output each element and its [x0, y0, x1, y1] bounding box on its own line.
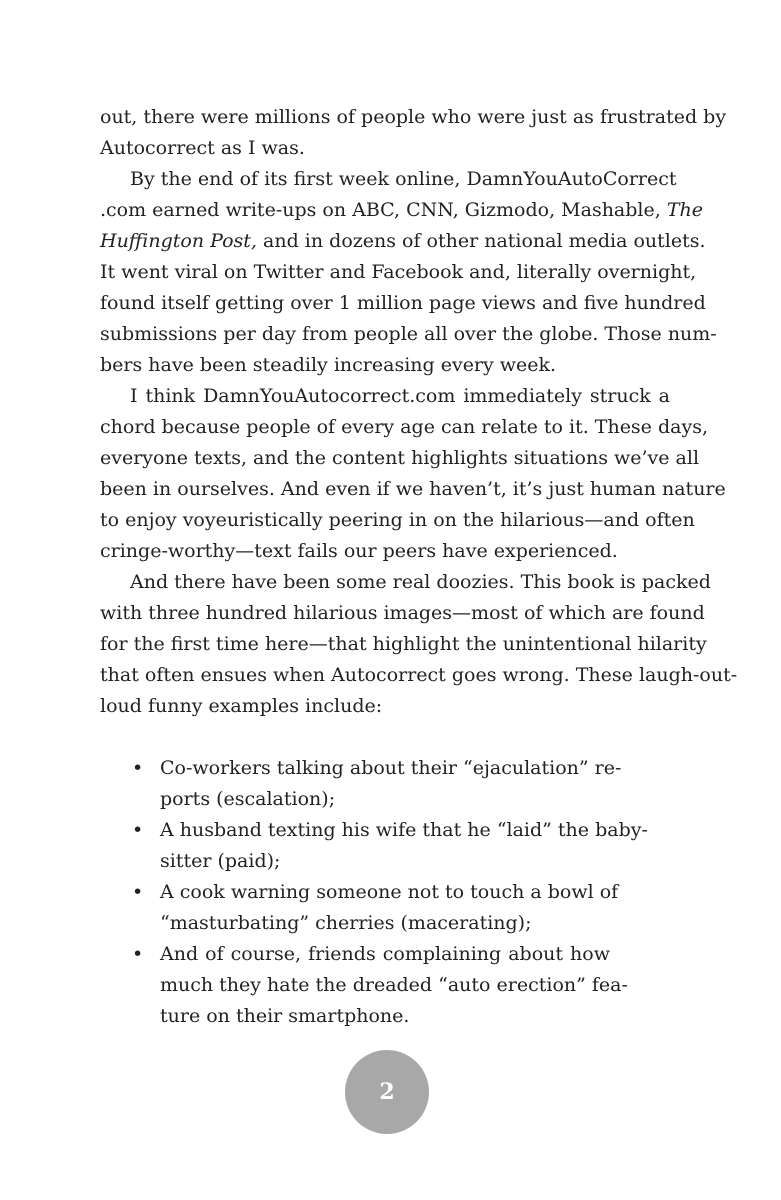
paragraph-line [100, 226, 706, 257]
paragraph-line: with three hundred hilarious images—most of which are found [100, 602, 705, 624]
paragraph-line: chord because people of every age can relate to it. These days, [100, 416, 708, 438]
list-item [100, 753, 670, 815]
italic-title: Huffington Post, [100, 230, 257, 252]
paragraph-line: loud funny examples include: [100, 695, 383, 717]
list-item-line [100, 939, 670, 970]
paragraph-line: And there have been some real doozies. This book is packed [130, 571, 711, 593]
list-item-line: “masturbating” cherries (macerating); [160, 912, 532, 934]
paragraph-line: Autocorrect as I was. [100, 137, 305, 159]
page-number-badge [345, 1050, 429, 1134]
examples-list [100, 753, 670, 1032]
paragraph-2 [100, 164, 717, 381]
paragraph-line: found itself getting over 1 million page views and five hundred [100, 292, 706, 314]
book-page [100, 102, 738, 1032]
paragraph-line: out, there were millions of people who were just as frustrated by [100, 106, 727, 128]
list-item-text: A husband texting his wife that he “laid” the baby- [160, 819, 648, 841]
list-item [100, 877, 670, 939]
paragraph-line: It went viral on Twitter and Facebook and, literally overnight, [100, 261, 697, 283]
page-number: 2 [379, 1079, 395, 1105]
list-item-line [100, 753, 670, 784]
bullet-icon: • [132, 819, 144, 841]
paragraph-line: submissions per day from people all over the globe. Those num- [100, 323, 717, 345]
list-item [100, 815, 670, 877]
list-item-text: Co-workers talking about their “ejaculation” re- [160, 757, 622, 779]
paragraph-1 [100, 102, 727, 164]
bullet-icon: • [132, 881, 144, 903]
paragraph-line: everyone texts, and the content highlights situations we’ve all [100, 447, 700, 469]
list-item-line: ports (escalation); [160, 788, 336, 810]
paragraph-line: By the end of its first week online, DamnYouAutoCorrect [130, 168, 677, 190]
paragraph-line: for the first time here—that highlight the unintentional hilarity [100, 633, 707, 655]
paragraph-3 [100, 381, 726, 567]
bullet-icon: • [132, 943, 144, 965]
list-item-text: And of course, friends complaining about how [160, 943, 610, 965]
paragraph-line: been in ourselves. And even if we haven’t, it’s just human nature [100, 478, 726, 500]
paragraph-line: bers have been steadily increasing every week. [100, 354, 557, 376]
paragraph-text: .com earned write-ups on ABC, CNN, Gizmodo, Mashable, [100, 199, 661, 221]
paragraph-line: I think DamnYouAutocorrect.com immediately struck a [130, 385, 670, 407]
paragraph-line: to enjoy voyeuristically peering in on the hilarious—and often [100, 509, 695, 531]
italic-title: The [666, 199, 703, 221]
bullet-icon: • [132, 757, 144, 779]
paragraph-4 [100, 567, 738, 722]
paragraph-text: and in dozens of other national media outlets. [263, 230, 706, 252]
list-item-line: sitter (paid); [160, 850, 281, 872]
list-item [100, 939, 670, 1032]
list-item-line [100, 877, 670, 908]
list-item-line: ture on their smartphone. [160, 1005, 410, 1027]
paragraph-line: that often ensues when Autocorrect goes wrong. These laugh-out- [100, 664, 738, 686]
list-item-text: A cook warning someone not to touch a bowl of [160, 881, 619, 903]
list-item-line: much they hate the dreaded “auto erection” fea- [160, 974, 628, 996]
paragraph-line [100, 195, 703, 226]
paragraph-line: cringe-worthy—text fails our peers have experienced. [100, 540, 618, 562]
list-item-line [100, 815, 670, 846]
